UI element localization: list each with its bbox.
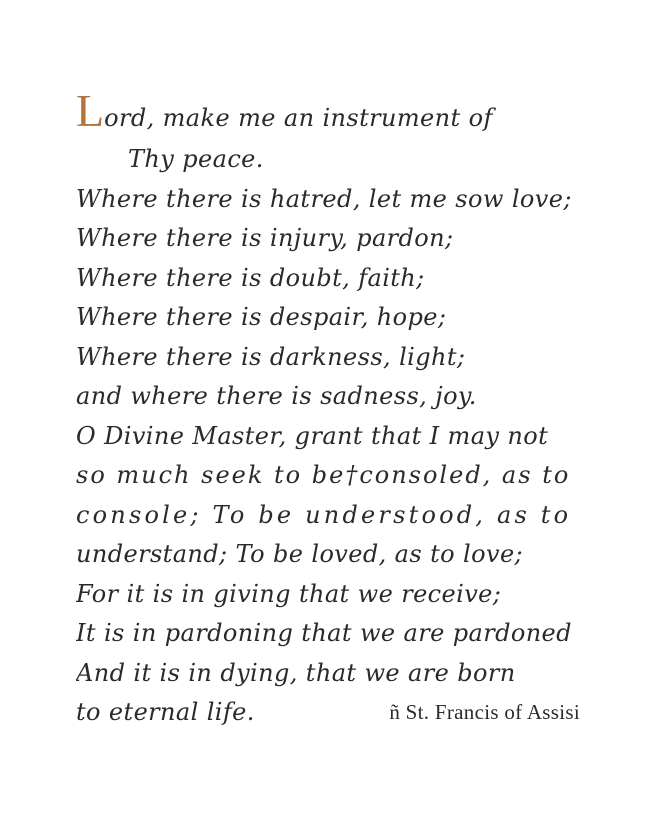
prayer-line: Thy peace.: [128, 145, 264, 173]
prayer-line: [76, 96, 586, 140]
prayer-line-text: to eternal life.: [76, 698, 255, 726]
prayer-line: so much seek to be†consoled, as to: [76, 461, 571, 489]
prayer-line: Where there is injury, pardon;: [76, 224, 454, 252]
attribution: ñ St. Francis of Assisi: [389, 700, 580, 724]
prayer-line: For it is in giving that we receive;: [76, 579, 502, 608]
prayer-line-last: [76, 693, 586, 733]
prayer-line: Where there is darkness, light;: [76, 342, 466, 371]
prayer-line-text: ord, make me an instrument of: [104, 104, 493, 132]
drop-cap: L: [76, 96, 105, 136]
prayer-line: O Divine Master, grant that I may not: [76, 421, 549, 450]
prayer-line: Where there is despair, hope;: [76, 303, 447, 331]
prayer-text: [76, 96, 586, 733]
prayer-line: console; To be understood, as to: [76, 500, 572, 529]
prayer-line: understand; To be loved, as to love;: [76, 540, 524, 568]
prayer-line: Where there is doubt, faith;: [76, 263, 425, 292]
prayer-line: And it is in dying, that we are born: [76, 658, 516, 687]
prayer-line: It is in pardoning that we are pardoned: [76, 619, 572, 647]
prayer-line: Where there is hatred, let me sow love;: [76, 184, 572, 213]
prayer-line: and where there is sadness, joy.: [76, 382, 477, 410]
